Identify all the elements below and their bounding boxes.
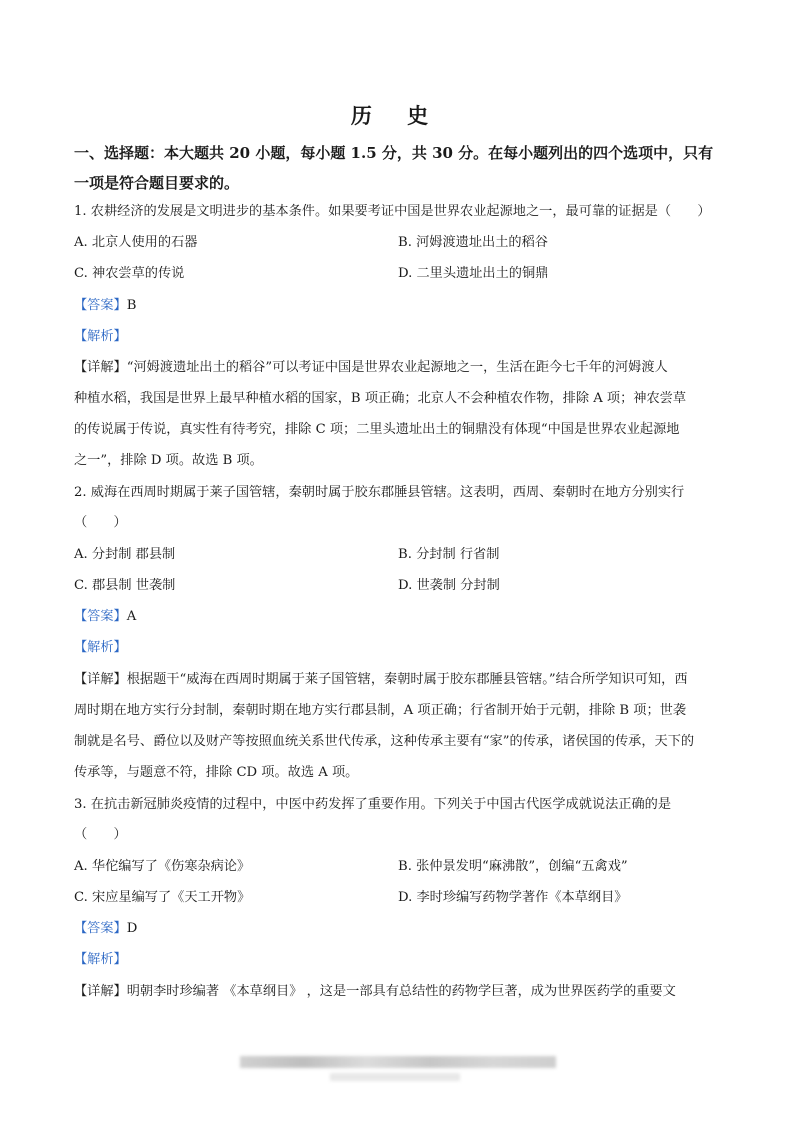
detail-line xyxy=(74,982,724,1002)
detail-text: “河姆渡遗址出土的稻谷”可以考证中国是世界农业起源地之一，生活在距今七千年的河姆渡人 xyxy=(126,360,668,375)
page-title: 历 史 xyxy=(350,103,443,128)
question-stem: 1. 农耕经济的发展是文明进步的基本条件。如果要考证中国是世界农业起源地之一，最可靠的证据是（ ） xyxy=(74,204,711,219)
option-d: D. 李时珍编写药物学著作《本草纲目》 xyxy=(398,890,628,905)
option-b: B. 河姆渡遗址出土的稻谷 xyxy=(398,235,548,250)
option-b: B. 分封制 行省制 xyxy=(398,547,500,562)
answer-line xyxy=(74,919,724,939)
option-b: B. 张仲景发明“麻沸散”，创编“五禽戏” xyxy=(398,859,628,874)
detail-line: 制就是名号、爵位以及财产等按照血统关系世代传承，这种传承主要有“家”的传承，诸侯国的传承，天下的 xyxy=(74,734,695,749)
option-a: A. 华佗编写了《伤寒杂病论》 xyxy=(74,859,251,874)
answer-line xyxy=(74,296,724,316)
detail-text: 根据题干“威海在西周时期属于莱子国管辖，秦朝时属于胶东郡腄县管辖。”结合所学知识可知，西 xyxy=(126,672,688,687)
analysis-tag: 【解析】 xyxy=(74,952,127,967)
option-d: D. 二里头遗址出土的铜鼎 xyxy=(398,266,549,281)
option-c: C. 郡县制 世袭制 xyxy=(74,578,176,593)
question-stem: 2. 威海在西周时期属于莱子国管辖，秦朝时属于胶东郡腄县管辖。这表明，西周、秦朝时在地方分别实行 xyxy=(74,485,685,500)
detail-tag: 【详解】 xyxy=(74,360,127,375)
section-header-line: 一项是符合题目要求的。 xyxy=(74,174,240,192)
question-stem: （ ） xyxy=(74,515,127,530)
option-a: A. 北京人使用的石器 xyxy=(74,235,198,250)
blurred-watermark xyxy=(330,1073,460,1081)
answer-value: B xyxy=(126,298,137,313)
answer-value: D xyxy=(126,921,138,936)
detail-line: 种植水稻，我国是世界上最早种植水稻的国家，B 项正确；北京人不会种植农作物，排除 A 项；神农尝草 xyxy=(74,391,687,406)
option-d: D. 世袭制 分封制 xyxy=(398,578,500,593)
answer-tag: 【答案】 xyxy=(74,921,127,936)
detail-line xyxy=(74,670,724,690)
detail-line xyxy=(74,358,724,378)
detail-text: 明朝李时珍编著 《本草纲目》 ，这是一部具有总结性的药物学巨著，成为世界医药学的重要文 xyxy=(126,984,676,999)
section-header-line: 一、选择题：本大题共 20 小题，每小题 1.5 分，共 30 分。在每小题列出的四个选项中，只有 xyxy=(74,144,714,162)
section-header xyxy=(74,138,724,198)
answer-line xyxy=(74,607,724,627)
blurred-watermark xyxy=(240,1056,556,1068)
option-c: C. 宋应星编写了《天工开物》 xyxy=(74,890,251,905)
option-c: C. 神农尝草的传说 xyxy=(74,266,185,281)
answer-value: A xyxy=(126,609,137,624)
detail-line: 的传说属于传说，真实性有待考究，排除 C 项；二里头遗址出土的铜鼎没有体现“中国是世界农业起源地 xyxy=(74,422,680,437)
detail-line: 之一”，排除 D 项。故选 B 项。 xyxy=(74,453,263,468)
detail-tag: 【详解】 xyxy=(74,672,127,687)
detail-line: 周时期在地方实行分封制，秦朝时期在地方实行郡县制，A 项正确；行省制开始于元朝，排除 B 项；世袭 xyxy=(74,703,687,718)
answer-tag: 【答案】 xyxy=(74,298,127,313)
detail-tag: 【详解】 xyxy=(74,984,127,999)
option-a: A. 分封制 郡县制 xyxy=(74,547,176,562)
analysis-tag: 【解析】 xyxy=(74,640,127,655)
analysis-tag: 【解析】 xyxy=(74,329,127,344)
question-stem: （ ） xyxy=(74,827,127,842)
answer-tag: 【答案】 xyxy=(74,609,127,624)
question-stem: 3. 在抗击新冠肺炎疫情的过程中，中医中药发挥了重要作用。下列关于中国古代医学成就说法正确的是 xyxy=(74,797,672,812)
detail-line: 传承等，与题意不符，排除 CD 项。故选 A 项。 xyxy=(74,765,359,780)
